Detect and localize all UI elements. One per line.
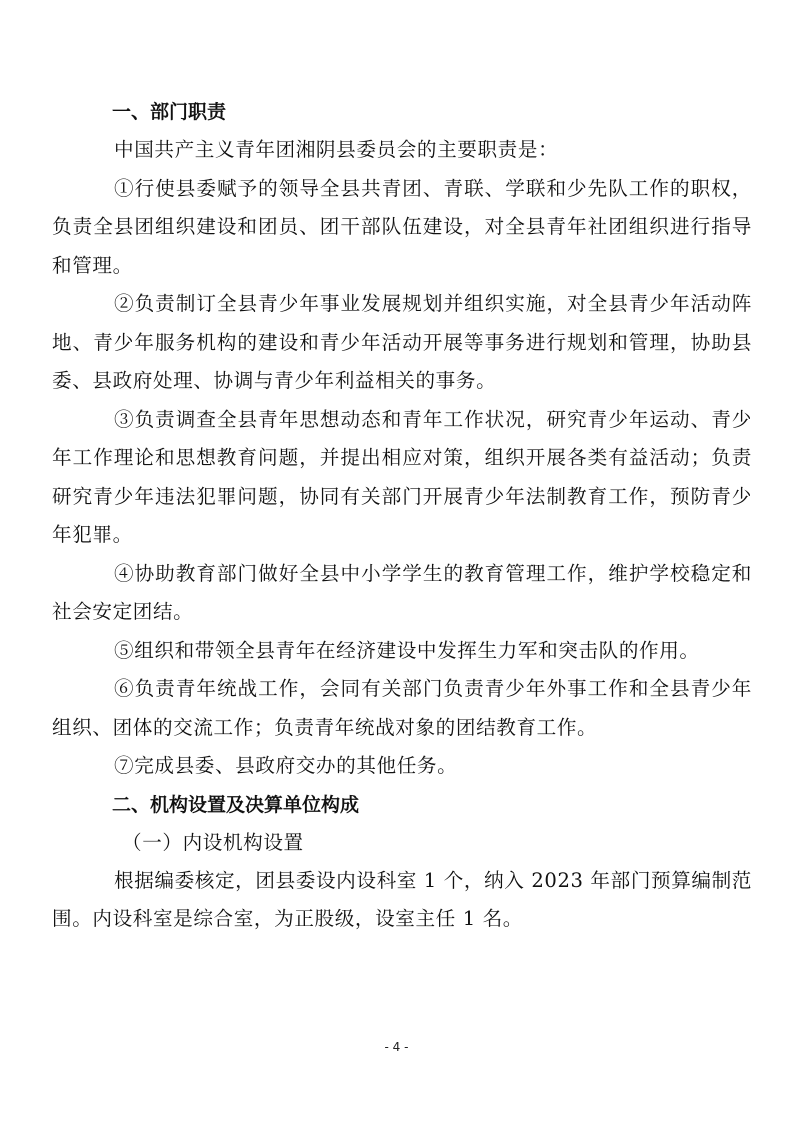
duties-intro: 中国共产主义青年团湘阴县委员会的主要职责是： <box>114 138 559 161</box>
duty-item-2: ②负责制订全县青少年事业发展规划并组织实施，对全县青少年活动阵地、青少年服务机构的建设和青少年活动开展等事务进行规划和管理，协助县委、县政府处理、协调与青少年利益相关的事务。 <box>52 292 752 392</box>
document-body <box>52 93 752 939</box>
duty-item-6: ⑥负责青年统战工作，会同有关部门负责青少年外事工作和全县青少年组织、团体的交流工作；负责青年统战对象的团结教育工作。 <box>52 677 752 739</box>
subsection-heading-internal-units: （一）内设机构设置 <box>122 830 304 854</box>
duty-item-1: ①行使县委赋予的领导全县共青团、青联、学联和少先队工作的职权，负责全县团组织建设和团员、团干部队伍建设，对全县青年社团组织进行指导和管理。 <box>52 176 752 277</box>
page-number: - 4 - <box>384 1040 409 1054</box>
duty-item-4: ④协助教育部门做好全县中小学学生的教育管理工作，维护学校稳定和社会安定团结。 <box>52 561 752 623</box>
section-heading-structure: 二、机构设置及决算单位构成 <box>112 793 360 816</box>
duty-item-7: ⑦完成县委、县政府交办的其他任务。 <box>114 754 458 777</box>
duty-item-5: ⑤组织和带领全县青年在经济建设中发挥生力军和突击队的作用。 <box>114 638 700 662</box>
duty-item-3: ③负责调查全县青年思想动态和青年工作状况，研究青少年运动、青少年工作理论和思想教育问题，并提出相应对策，组织开展各类有益活动；负责研究青少年违法犯罪问题，协同有关部门开展青少年法制教育工作，预防青少年犯罪。 <box>52 407 752 546</box>
section-heading-duties: 一、部门职责 <box>112 101 227 123</box>
internal-units-paragraph: 根据编委核定，团县委设内设科室 1 个，纳入 2023 年部门预算编制范围。内设科室是综合室，为正股级，设室主任 1 名。 <box>52 868 752 930</box>
